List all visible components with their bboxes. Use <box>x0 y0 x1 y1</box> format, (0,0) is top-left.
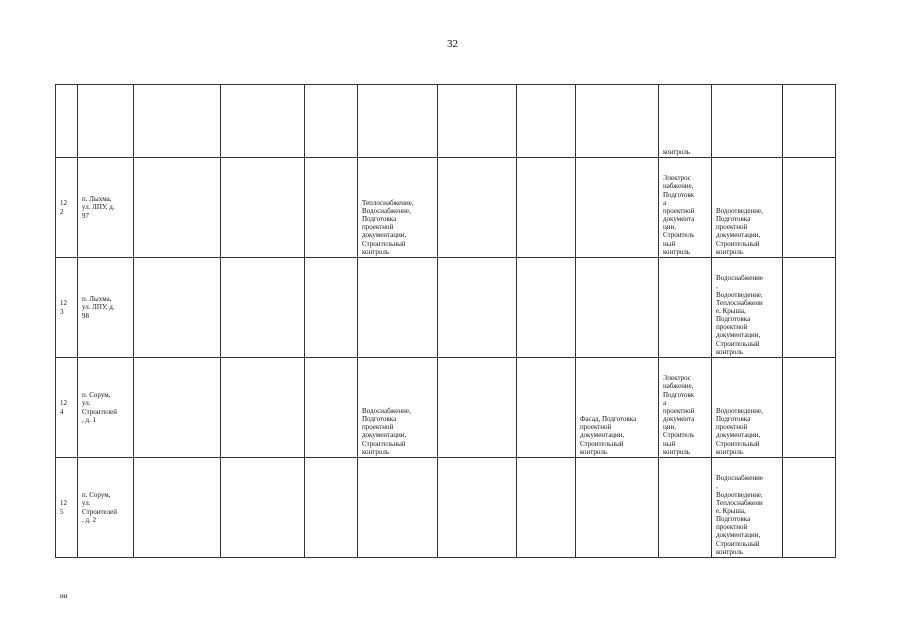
work-cell: Водоснабжение , Водоотведение, Теплоснабжени е, Крыша, Подготовка проектной документации, Строительный контроль <box>712 258 783 358</box>
row-num-cell: 12 3 <box>56 258 78 358</box>
page-number: 32 <box>447 38 458 50</box>
table-row <box>56 258 836 358</box>
row-num-cell <box>56 85 78 158</box>
work-cell <box>576 458 659 558</box>
row-num-cell: 12 2 <box>56 158 78 258</box>
address-cell: п. Сорум, ул. Строителей , д. 1 <box>78 358 134 458</box>
work-cell: Электрос набжение, Подготовк а проектной документа ции, Строитель ный контроль <box>659 358 712 458</box>
data-table <box>55 84 836 558</box>
row-num-cell: 12 5 <box>56 458 78 558</box>
table-row <box>56 458 836 558</box>
address-cell: п. Лыхма, ул. ЛПУ, д. 97 <box>78 158 134 258</box>
work-cell: Водоотведение, Подготовка проектной документации, Строительный контроль <box>712 158 783 258</box>
row-num-cell: 12 4 <box>56 358 78 458</box>
work-cell <box>576 158 659 258</box>
address-cell: п. Сорум, ул. Строителей , д. 2 <box>78 458 134 558</box>
work-cell: Водоотведение, Подготовка проектной документации, Строительный контроль <box>712 358 783 458</box>
work-cell <box>659 258 712 358</box>
work-cell <box>659 458 712 558</box>
address-cell <box>78 85 134 158</box>
work-cell: контроль <box>659 85 712 158</box>
work-cell <box>358 458 438 558</box>
work-cell <box>358 258 438 358</box>
table-row <box>56 158 836 258</box>
work-cell: Электрос набжение, Подготовк а проектной документа ции, Строитель ный контроль <box>659 158 712 258</box>
table-row <box>56 358 836 458</box>
table-row <box>56 85 836 158</box>
work-cell: Фасад, Подготовка проектной документации, Строительный контроль <box>576 358 659 458</box>
work-cell <box>576 258 659 358</box>
work-cell: Теплоснабжение, Водоснабжение, Подготовка проектной документации, Строительный контроль <box>358 158 438 258</box>
work-cell: Водоснабжение , Водоотведение, Теплоснабжени е, Крыша, Подготовка проектной документации, Строительный контроль <box>712 458 783 558</box>
address-cell: п. Лыхма, ул. ЛПУ, д. 98 <box>78 258 134 358</box>
work-cell: Водоснабжение, Подготовка проектной документации, Строительный контроль <box>358 358 438 458</box>
footer-mark: ии <box>60 592 68 600</box>
